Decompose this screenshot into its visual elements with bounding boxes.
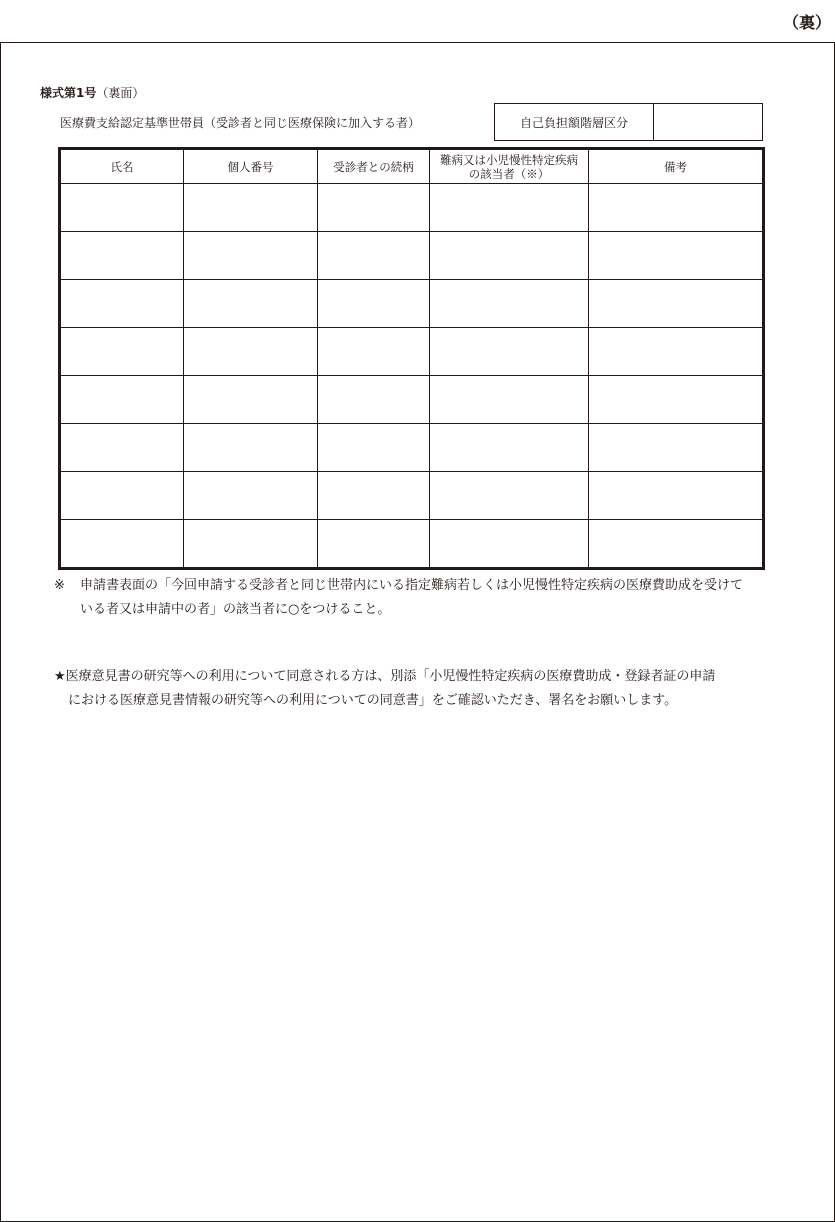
cell-relationship[interactable] [318,280,430,328]
cell-individual-number[interactable] [184,520,318,569]
table-row [60,376,764,424]
table-row [60,472,764,520]
cell-name[interactable] [60,184,184,232]
cell-name[interactable] [60,520,184,569]
cell-disease-applicable[interactable] [430,424,589,472]
header-individual-number: 個人番号 [184,149,318,184]
cell-disease-applicable[interactable] [430,328,589,376]
table-row [60,184,764,232]
cell-remarks[interactable] [589,376,764,424]
table-row [60,424,764,472]
form-side-label: （裏面） [96,86,145,100]
header-disease-applicable: 難病又は小児慢性特定疾病の該当者（※） [430,149,589,184]
cell-relationship[interactable] [318,232,430,280]
cell-disease-applicable[interactable] [430,472,589,520]
cell-relationship[interactable] [318,424,430,472]
table-body [60,184,764,569]
header-name: 氏名 [60,149,184,184]
cell-disease-applicable[interactable] [430,520,589,569]
copay-tier-field[interactable] [654,104,762,140]
consent-line-2: における医療意見書情報の研究等への利用についての同意書」をご確認いただき、署名をお願いします。 [68,693,678,708]
cell-disease-applicable[interactable] [430,280,589,328]
cell-remarks[interactable] [589,424,764,472]
cell-individual-number[interactable] [184,184,318,232]
table-row [60,232,764,280]
cell-relationship[interactable] [318,520,430,569]
cell-remarks[interactable] [589,472,764,520]
footnote [54,574,804,622]
table-row [60,280,764,328]
page-side-label: （裏） [782,13,831,32]
cell-relationship[interactable] [318,376,430,424]
cell-name[interactable] [60,472,184,520]
cell-name[interactable] [60,424,184,472]
cell-remarks[interactable] [589,184,764,232]
cell-relationship[interactable] [318,328,430,376]
consent-notice [54,665,814,713]
form-number [40,84,144,101]
section-title: 医療費支給認定基準世帯員（受診者と同じ医療保険に加入する者） [60,116,421,130]
table-row [60,328,764,376]
cell-disease-applicable[interactable] [430,376,589,424]
footnote-line-1: 申請書表面の「今回申請する受診者と同じ世帯内にいる指定難病若しくは小児慢性特定疾病の医療費助成を受けて [80,578,744,593]
cell-disease-applicable[interactable] [430,232,589,280]
copay-tier-label: 自己負担額階層区分 [495,104,654,140]
cell-name[interactable] [60,328,184,376]
cell-individual-number[interactable] [184,472,318,520]
cell-remarks[interactable] [589,232,764,280]
table-row [60,520,764,569]
copay-tier-box [494,103,763,141]
cell-name[interactable] [60,280,184,328]
cell-name[interactable] [60,232,184,280]
cell-individual-number[interactable] [184,232,318,280]
cell-remarks[interactable] [589,328,764,376]
household-members-table [58,147,765,570]
header-remarks: 備考 [589,149,764,184]
cell-relationship[interactable] [318,472,430,520]
cell-individual-number[interactable] [184,424,318,472]
cell-individual-number[interactable] [184,328,318,376]
footnote-mark: ※ [54,578,65,593]
cell-remarks[interactable] [589,280,764,328]
form-number-label: 様式第1号 [40,86,97,100]
cell-individual-number[interactable] [184,280,318,328]
cell-relationship[interactable] [318,184,430,232]
table-header-row [60,149,764,184]
header-relationship: 受診者との続柄 [318,149,430,184]
cell-disease-applicable[interactable] [430,184,589,232]
footnote-line-2: いる者又は申請中の者」の該当者に○をつけること。 [80,602,391,617]
cell-name[interactable] [60,376,184,424]
cell-remarks[interactable] [589,520,764,569]
consent-line-1: ★医療意見書の研究等への利用について同意される方は、別添「小児慢性特定疾病の医療費助成・登録者証の申請 [54,669,716,684]
cell-individual-number[interactable] [184,376,318,424]
